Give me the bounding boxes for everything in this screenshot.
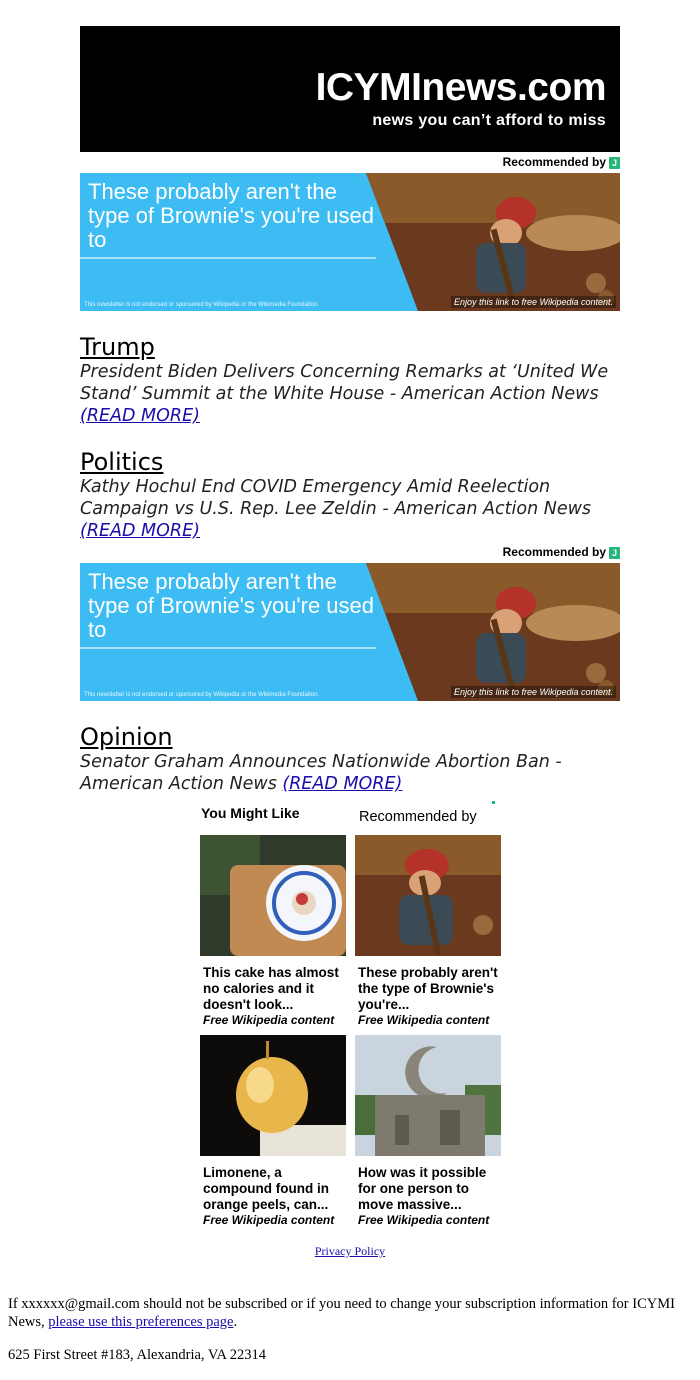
card-source: Free Wikipedia content xyxy=(203,1213,335,1227)
banner-disclaimer: This newsletter is not endorsed or sponsored by Wikipedia or the Wikimedia Foundation. xyxy=(84,692,320,698)
subscription-text: If xxxxxx@gmail.com should not be subscribed or if you need to change your subscription information for ICYMI News, xyxy=(8,1296,675,1330)
banner-caption: Enjoy this link to free Wikipedia content. xyxy=(451,686,616,698)
article-text: Kathy Hochul End COVID Emergency Amid Reelection Campaign vs U.S. Rep. Lee Zeldin - American Action News xyxy=(80,477,592,519)
preferences-page-link[interactable]: please use this preferences page xyxy=(48,1314,234,1330)
sponsored-banner-ad[interactable] xyxy=(80,563,620,701)
recommended-by-label[interactable] xyxy=(80,544,620,560)
section-title-trump[interactable]: Trump xyxy=(80,333,155,361)
site-logo: ICYMInews.com xyxy=(315,66,606,109)
card-title: This cake has almost no calories and it doesn't look... xyxy=(203,965,339,1012)
banner-divider xyxy=(80,257,376,259)
subscription-end: . xyxy=(233,1314,238,1330)
cake-plate-image xyxy=(200,835,346,956)
site-header[interactable] xyxy=(80,26,620,152)
card-source: Free Wikipedia content xyxy=(203,1013,335,1027)
recommendation-card[interactable] xyxy=(200,1035,346,1227)
sponsored-banner-ad[interactable] xyxy=(80,173,620,311)
recommended-by-text: Recommended by xyxy=(502,155,606,169)
article-text: Senator Graham Announces Nationwide Abortion Ban - American Action News xyxy=(80,752,562,794)
gnome-painting-image xyxy=(366,173,620,311)
recommended-by-label[interactable] xyxy=(80,154,620,170)
card-title: Limonene, a compound found in orange peels, can... xyxy=(203,1165,329,1212)
site-tagline: news you can’t afford to miss xyxy=(372,112,606,129)
article-opinion xyxy=(80,751,620,795)
recommendation-card[interactable] xyxy=(355,1035,501,1227)
recommendation-card[interactable] xyxy=(200,835,346,1027)
limonene-image xyxy=(200,1035,346,1156)
privacy-policy-link[interactable]: Privacy Policy xyxy=(314,1244,386,1258)
recommended-by-text: Recommended by xyxy=(502,545,606,559)
article-text: President Biden Delivers Concerning Remarks at ‘United We Stand’ Summit at the White House - American Action News xyxy=(80,362,609,404)
read-more-link[interactable]: (READ MORE) xyxy=(80,521,200,541)
card-source: Free Wikipedia content xyxy=(358,1213,490,1227)
subscription-notice xyxy=(8,1295,688,1331)
banner-caption: Enjoy this link to free Wikipedia content. xyxy=(451,296,616,308)
gnome-painting-image xyxy=(366,563,620,701)
read-more-link[interactable]: (READ MORE) xyxy=(282,774,403,794)
banner-divider xyxy=(80,647,376,649)
recommendation-card[interactable] xyxy=(355,835,501,1027)
banner-headline: These probably aren't the type of Brownie's you're used to xyxy=(88,179,374,252)
card-source: Free Wikipedia content xyxy=(358,1013,490,1027)
jeeng-dot-icon xyxy=(492,801,495,804)
gnome-painting-image xyxy=(355,835,501,956)
recommended-by-widget-label[interactable]: Recommended by xyxy=(359,809,477,825)
section-title-politics[interactable]: Politics xyxy=(80,448,164,476)
card-title: How was it possible for one person to move massive... xyxy=(358,1165,487,1212)
coral-castle-image xyxy=(355,1035,501,1156)
card-title: These probably aren't the type of Brownie's you're... xyxy=(358,965,498,1012)
privacy-policy-row xyxy=(0,1244,700,1259)
read-more-link[interactable]: (READ MORE) xyxy=(80,406,200,426)
mailing-address: 625 First Street #183, Alexandria, VA 22314 xyxy=(8,1347,267,1363)
banner-headline: These probably aren't the type of Brownie's you're used to xyxy=(88,569,374,642)
banner-disclaimer: This newsletter is not endorsed or sponsored by Wikipedia or the Wikimedia Foundation. xyxy=(84,302,320,308)
article-politics xyxy=(80,476,620,542)
article-trump xyxy=(80,361,620,427)
you-might-like-heading: You Might Like xyxy=(201,805,300,821)
section-title-opinion[interactable]: Opinion xyxy=(80,723,173,751)
jeeng-logo-icon: J xyxy=(609,547,620,559)
jeeng-logo-icon: J xyxy=(609,157,620,169)
